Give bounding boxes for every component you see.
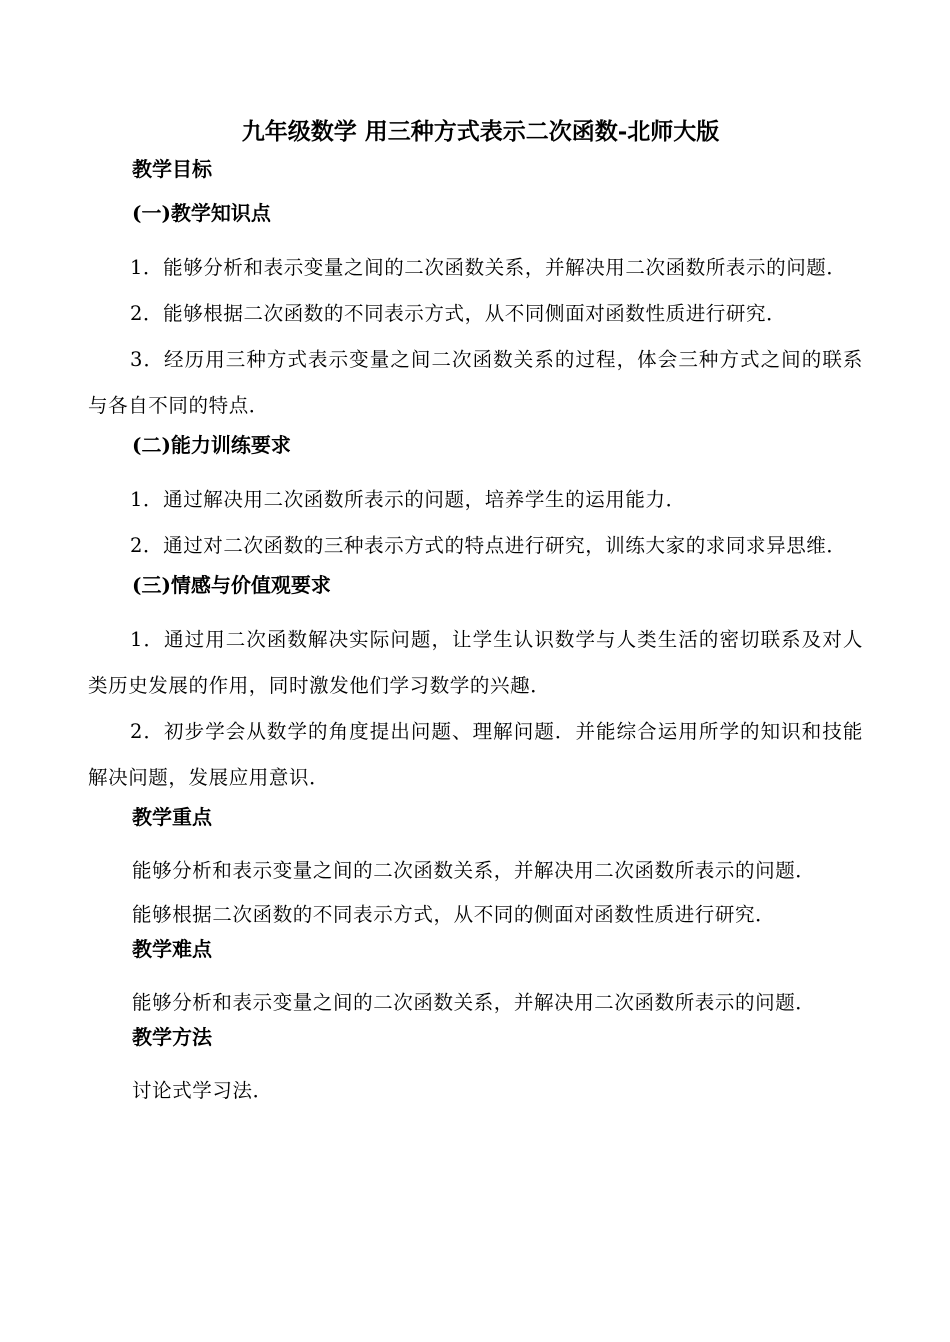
method-text: 讨论式学习法． <box>132 1079 273 1102</box>
knowledge-item: 1．能够分析和表示变量之间的二次函数关系，并解决用二次函数所表示的问题． <box>130 256 847 279</box>
knowledge-item: 2．能够根据二次函数的不同表示方式，从不同侧面对函数性质进行研究． <box>130 302 787 325</box>
key-points-heading: 教学重点 <box>132 805 212 829</box>
emotion-item: 2．初步学会从数学的角度提出问题、理解问题．并能综合运用所学的知识和技能解决问题，发展应用意识． <box>88 720 863 789</box>
document-content <box>88 117 863 1113</box>
knowledge-heading: (一)教学知识点 <box>132 201 271 225</box>
document-title: 九年级数学 用三种方式表示二次函数-北师大版 <box>241 118 720 145</box>
key-point: 能够根据二次函数的不同表示方式，从不同的侧面对函数性质进行研究． <box>132 903 776 926</box>
difficulty-text: 能够分析和表示变量之间的二次函数关系，并解决用二次函数所表示的问题． <box>132 991 816 1014</box>
ability-item: 1．通过解决用二次函数所表示的问题，培养学生的运用能力． <box>130 488 686 511</box>
key-point: 能够分析和表示变量之间的二次函数关系，并解决用二次函数所表示的问题． <box>132 859 816 882</box>
emotion-item: 1．通过用二次函数解决实际问题，让学生认识数学与人类生活的密切联系及对人类历史发展的作用，同时激发他们学习数学的兴趣． <box>88 628 863 697</box>
ability-item: 2．通过对二次函数的三种表示方式的特点进行研究，训练大家的求同求异思维． <box>130 534 847 557</box>
objectives-heading: 教学目标 <box>132 157 212 181</box>
emotion-heading: (三)情感与价值观要求 <box>132 573 331 597</box>
knowledge-item: 3．经历用三种方式表示变量之间二次函数关系的过程，体会三种方式之间的联系与各自不同的特点． <box>88 348 863 417</box>
ability-heading: (二)能力训练要求 <box>132 433 291 457</box>
method-heading: 教学方法 <box>132 1025 212 1049</box>
difficulty-heading: 教学难点 <box>132 937 212 961</box>
